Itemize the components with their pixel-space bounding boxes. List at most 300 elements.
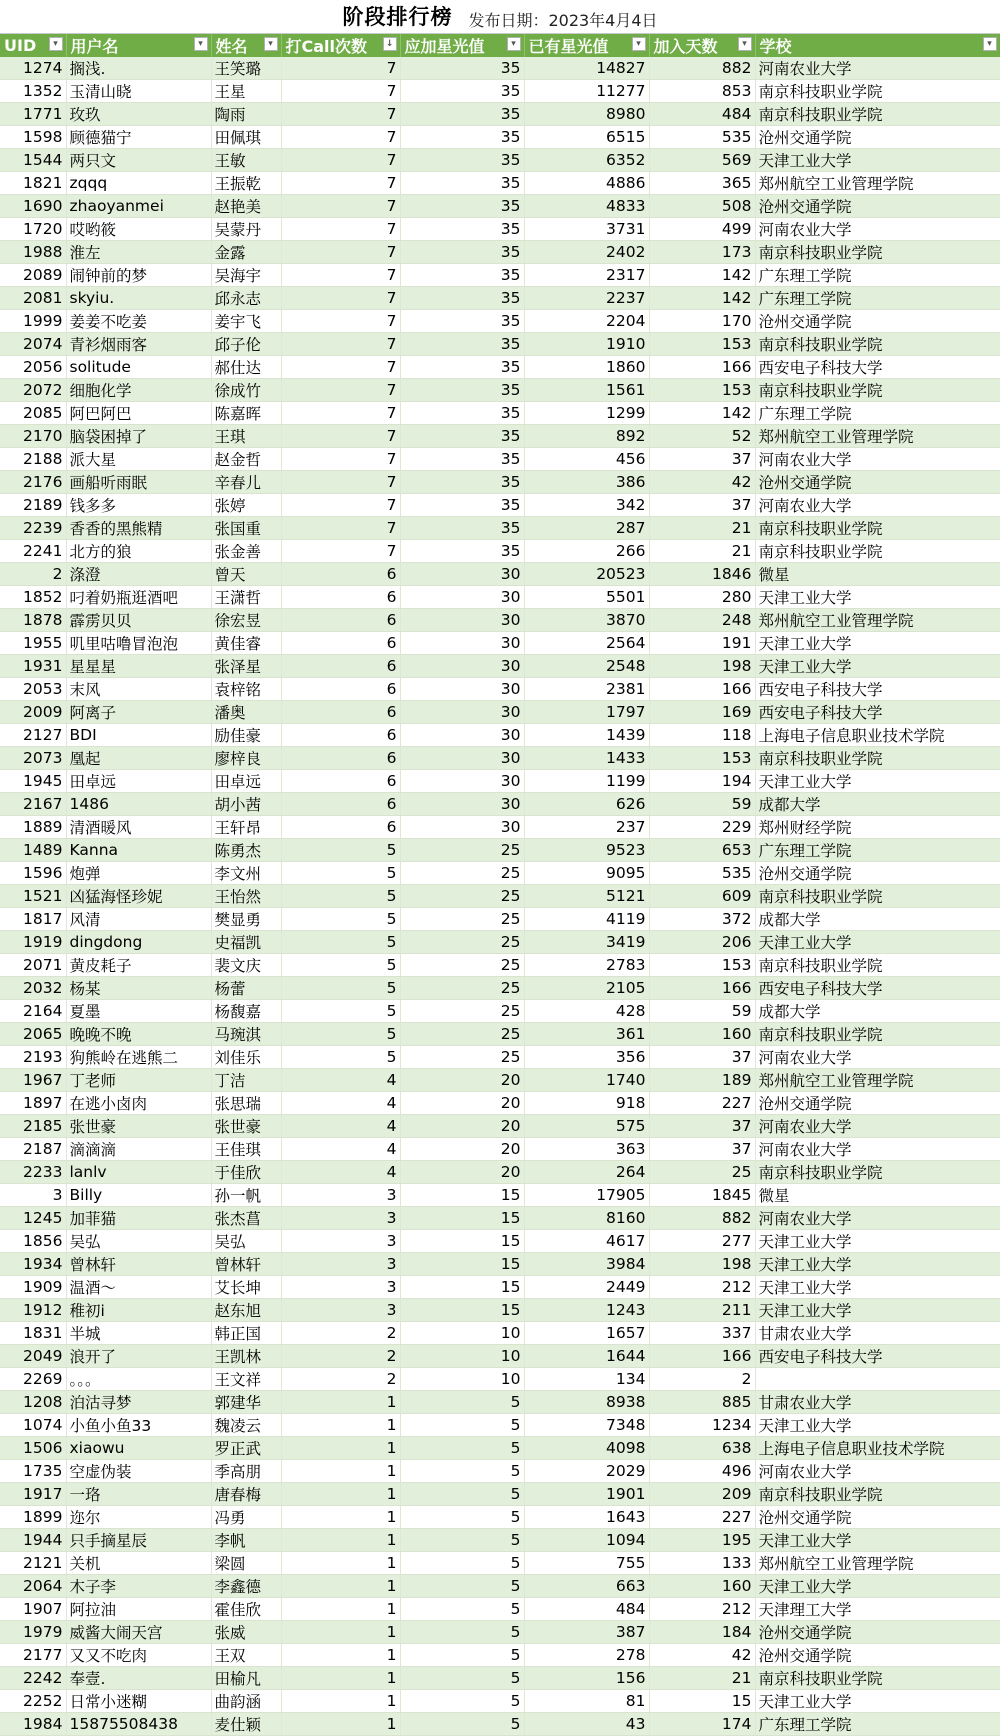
cell-call-count[interactable]: 1 [281,1552,400,1575]
cell-school[interactable]: 郑州财经学院 [755,816,1000,839]
cell-school[interactable]: 南京科技职业学院 [755,517,1000,540]
cell-points-to-add[interactable]: 5 [400,1598,524,1621]
cell-call-count[interactable]: 5 [281,862,400,885]
cell-points-to-add[interactable]: 20 [400,1161,524,1184]
cell-name[interactable]: 廖梓良 [211,747,281,770]
cell-school[interactable]: 沧州交通学院 [755,471,1000,494]
cell-name[interactable]: 王潇哲 [211,586,281,609]
cell-uid[interactable]: 2085 [0,402,66,425]
cell-username[interactable]: 涤澄 [66,563,211,586]
cell-name[interactable]: 季高朋 [211,1460,281,1483]
cell-uid[interactable]: 2239 [0,517,66,540]
cell-points-owned[interactable]: 4886 [524,172,649,195]
table-row[interactable] [0,149,1000,172]
cell-uid[interactable]: 1878 [0,609,66,632]
cell-call-count[interactable]: 1 [281,1621,400,1644]
cell-username[interactable]: BDI [66,724,211,747]
cell-days-joined[interactable]: 212 [649,1276,755,1299]
cell-days-joined[interactable]: 166 [649,356,755,379]
cell-username[interactable]: xiaowu [66,1437,211,1460]
cell-username[interactable]: 风清 [66,908,211,931]
cell-points-owned[interactable]: 4617 [524,1230,649,1253]
cell-call-count[interactable]: 7 [281,103,400,126]
cell-days-joined[interactable]: 174 [649,1713,755,1736]
cell-uid[interactable]: 2049 [0,1345,66,1368]
cell-school[interactable]: 西安电子科技大学 [755,678,1000,701]
cell-name[interactable]: 吴弘 [211,1230,281,1253]
cell-call-count[interactable]: 7 [281,264,400,287]
cell-call-count[interactable]: 7 [281,448,400,471]
cell-days-joined[interactable]: 372 [649,908,755,931]
table-row[interactable] [0,172,1000,195]
cell-name[interactable]: 陶雨 [211,103,281,126]
cell-name[interactable]: 梁圆 [211,1552,281,1575]
cell-name[interactable]: 张威 [211,1621,281,1644]
cell-call-count[interactable]: 3 [281,1253,400,1276]
cell-days-joined[interactable]: 59 [649,793,755,816]
cell-uid[interactable]: 2187 [0,1138,66,1161]
cell-points-owned[interactable]: 1094 [524,1529,649,1552]
table-row[interactable] [0,1667,1000,1690]
cell-school[interactable]: 天津工业大学 [755,1529,1000,1552]
cell-username[interactable]: 阿拉油 [66,1598,211,1621]
cell-call-count[interactable]: 7 [281,287,400,310]
cell-uid[interactable]: 2176 [0,471,66,494]
cell-days-joined[interactable]: 209 [649,1483,755,1506]
table-row[interactable] [0,1345,1000,1368]
cell-username[interactable]: 凰起 [66,747,211,770]
cell-username[interactable]: 浪开了 [66,1345,211,1368]
cell-username[interactable]: dingdong [66,931,211,954]
cell-username[interactable]: solitude [66,356,211,379]
table-row[interactable] [0,1483,1000,1506]
cell-points-owned[interactable]: 2564 [524,632,649,655]
cell-points-owned[interactable]: 1299 [524,402,649,425]
table-row[interactable] [0,1644,1000,1667]
table-row[interactable] [0,80,1000,103]
cell-points-owned[interactable]: 1243 [524,1299,649,1322]
cell-points-to-add[interactable]: 5 [400,1690,524,1713]
cell-name[interactable]: 张婷 [211,494,281,517]
cell-points-owned[interactable]: 1439 [524,724,649,747]
cell-days-joined[interactable]: 1234 [649,1414,755,1437]
cell-points-owned[interactable]: 2381 [524,678,649,701]
cell-points-owned[interactable]: 43 [524,1713,649,1736]
cell-call-count[interactable]: 7 [281,517,400,540]
table-row[interactable] [0,609,1000,632]
cell-uid[interactable]: 2193 [0,1046,66,1069]
cell-school[interactable]: 天津工业大学 [755,1575,1000,1598]
cell-school[interactable]: 西安电子科技大学 [755,977,1000,1000]
cell-name[interactable]: 樊显勇 [211,908,281,931]
cell-username[interactable]: 姜姜不吃姜 [66,310,211,333]
cell-call-count[interactable]: 5 [281,954,400,977]
cell-points-to-add[interactable]: 25 [400,977,524,1000]
table-row[interactable] [0,563,1000,586]
cell-days-joined[interactable]: 211 [649,1299,755,1322]
cell-uid[interactable]: 1931 [0,655,66,678]
cell-name[interactable]: 金露 [211,241,281,264]
cell-days-joined[interactable]: 206 [649,931,755,954]
cell-points-to-add[interactable]: 25 [400,1023,524,1046]
table-row[interactable] [0,402,1000,425]
cell-points-to-add[interactable]: 35 [400,333,524,356]
cell-name[interactable]: 吴海宇 [211,264,281,287]
cell-days-joined[interactable]: 280 [649,586,755,609]
cell-call-count[interactable]: 5 [281,977,400,1000]
table-row[interactable] [0,1207,1000,1230]
cell-name[interactable]: 张泽星 [211,655,281,678]
cell-days-joined[interactable]: 212 [649,1598,755,1621]
cell-points-to-add[interactable]: 25 [400,908,524,931]
cell-school[interactable]: 西安电子科技大学 [755,356,1000,379]
cell-points-to-add[interactable]: 10 [400,1345,524,1368]
cell-name[interactable]: 王笑璐 [211,57,281,80]
cell-name[interactable]: 郭建华 [211,1391,281,1414]
cell-name[interactable]: 张金善 [211,540,281,563]
table-row[interactable] [0,747,1000,770]
cell-name[interactable]: 吴蒙丹 [211,218,281,241]
table-row[interactable] [0,1575,1000,1598]
cell-days-joined[interactable]: 653 [649,839,755,862]
table-row[interactable] [0,1184,1000,1207]
cell-username[interactable]: 脑袋困掉了 [66,425,211,448]
cell-username[interactable]: 加菲猫 [66,1207,211,1230]
cell-name[interactable]: 王轩昂 [211,816,281,839]
cell-uid[interactable]: 2053 [0,678,66,701]
cell-days-joined[interactable]: 535 [649,862,755,885]
cell-points-owned[interactable]: 8160 [524,1207,649,1230]
column-header-call-count[interactable] [281,34,400,57]
cell-points-owned[interactable]: 484 [524,1598,649,1621]
cell-points-owned[interactable]: 1561 [524,379,649,402]
cell-call-count[interactable]: 5 [281,931,400,954]
cell-uid[interactable]: 2 [0,563,66,586]
cell-call-count[interactable]: 3 [281,1276,400,1299]
cell-call-count[interactable]: 1 [281,1667,400,1690]
cell-name[interactable]: 霍佳欣 [211,1598,281,1621]
cell-call-count[interactable]: 7 [281,540,400,563]
cell-uid[interactable]: 1979 [0,1621,66,1644]
cell-call-count[interactable]: 7 [281,356,400,379]
cell-uid[interactable]: 1955 [0,632,66,655]
table-row[interactable] [0,379,1000,402]
table-row[interactable] [0,1368,1000,1391]
cell-call-count[interactable]: 7 [281,241,400,264]
cell-school[interactable]: 沧州交通学院 [755,126,1000,149]
cell-call-count[interactable]: 7 [281,333,400,356]
cell-points-to-add[interactable]: 25 [400,1046,524,1069]
cell-days-joined[interactable]: 198 [649,1253,755,1276]
cell-call-count[interactable]: 3 [281,1299,400,1322]
cell-school[interactable]: 南京科技职业学院 [755,747,1000,770]
cell-points-to-add[interactable]: 35 [400,517,524,540]
cell-points-owned[interactable]: 278 [524,1644,649,1667]
cell-school[interactable]: 南京科技职业学院 [755,540,1000,563]
cell-call-count[interactable]: 5 [281,1000,400,1023]
cell-school[interactable]: 沧州交通学院 [755,1644,1000,1667]
cell-name[interactable]: 励佳豪 [211,724,281,747]
cell-days-joined[interactable]: 153 [649,379,755,402]
cell-username[interactable]: 迩尔 [66,1506,211,1529]
cell-school[interactable]: 天津工业大学 [755,1690,1000,1713]
cell-name[interactable]: 邱永志 [211,287,281,310]
cell-call-count[interactable]: 7 [281,172,400,195]
cell-call-count[interactable]: 7 [281,80,400,103]
cell-points-to-add[interactable]: 30 [400,816,524,839]
cell-school[interactable] [755,1368,1000,1391]
cell-school[interactable]: 沧州交通学院 [755,1092,1000,1115]
cell-days-joined[interactable]: 194 [649,770,755,793]
cell-uid[interactable]: 2189 [0,494,66,517]
table-row[interactable] [0,1046,1000,1069]
table-row[interactable] [0,1023,1000,1046]
cell-username[interactable]: Kanna [66,839,211,862]
cell-name[interactable]: 罗正武 [211,1437,281,1460]
cell-username[interactable]: 张世豪 [66,1115,211,1138]
cell-days-joined[interactable]: 184 [649,1621,755,1644]
cell-points-owned[interactable]: 1433 [524,747,649,770]
cell-points-owned[interactable]: 4833 [524,195,649,218]
cell-days-joined[interactable]: 882 [649,1207,755,1230]
cell-name[interactable]: 王双 [211,1644,281,1667]
cell-name[interactable]: 裴文庆 [211,954,281,977]
cell-points-to-add[interactable]: 20 [400,1138,524,1161]
cell-points-owned[interactable]: 5501 [524,586,649,609]
cell-points-owned[interactable]: 266 [524,540,649,563]
cell-school[interactable]: 广东理工学院 [755,839,1000,862]
cell-name[interactable]: 李鑫德 [211,1575,281,1598]
cell-points-to-add[interactable]: 30 [400,770,524,793]
cell-points-to-add[interactable]: 35 [400,471,524,494]
filter-dropdown-icon[interactable]: ▾ [632,37,646,51]
cell-name[interactable]: 王佳琪 [211,1138,281,1161]
cell-uid[interactable]: 1934 [0,1253,66,1276]
cell-school[interactable]: 甘肃农业大学 [755,1322,1000,1345]
cell-school[interactable]: 河南农业大学 [755,57,1000,80]
cell-uid[interactable]: 2167 [0,793,66,816]
cell-days-joined[interactable]: 166 [649,1345,755,1368]
cell-call-count[interactable]: 1 [281,1391,400,1414]
cell-school[interactable]: 河南农业大学 [755,448,1000,471]
cell-username[interactable]: 闹钟前的梦 [66,264,211,287]
cell-uid[interactable]: 1988 [0,241,66,264]
cell-uid[interactable]: 1821 [0,172,66,195]
cell-username[interactable]: 阿巴阿巴 [66,402,211,425]
cell-days-joined[interactable]: 170 [649,310,755,333]
cell-name[interactable]: 艾长坤 [211,1276,281,1299]
cell-name[interactable]: 刘佳乐 [211,1046,281,1069]
cell-points-to-add[interactable]: 5 [400,1506,524,1529]
cell-days-joined[interactable]: 160 [649,1575,755,1598]
cell-school[interactable]: 广东理工学院 [755,264,1000,287]
cell-uid[interactable]: 1245 [0,1207,66,1230]
cell-call-count[interactable]: 7 [281,149,400,172]
cell-name[interactable]: 杨蕾 [211,977,281,1000]
cell-name[interactable]: 陈嘉晖 [211,402,281,425]
cell-uid[interactable]: 1944 [0,1529,66,1552]
cell-uid[interactable]: 2164 [0,1000,66,1023]
cell-points-to-add[interactable]: 35 [400,287,524,310]
cell-points-owned[interactable]: 2105 [524,977,649,1000]
cell-days-joined[interactable]: 59 [649,1000,755,1023]
cell-username[interactable]: 曾林轩 [66,1253,211,1276]
cell-points-to-add[interactable]: 35 [400,425,524,448]
cell-call-count[interactable]: 7 [281,126,400,149]
cell-points-to-add[interactable]: 30 [400,678,524,701]
cell-points-owned[interactable]: 134 [524,1368,649,1391]
cell-username[interactable]: 叽里咕噜冒泡泡 [66,632,211,655]
table-row[interactable] [0,724,1000,747]
cell-points-owned[interactable]: 918 [524,1092,649,1115]
cell-call-count[interactable]: 5 [281,1023,400,1046]
cell-name[interactable]: 赵金哲 [211,448,281,471]
cell-username[interactable]: 两只文 [66,149,211,172]
cell-call-count[interactable]: 7 [281,402,400,425]
cell-days-joined[interactable]: 229 [649,816,755,839]
cell-uid[interactable]: 1852 [0,586,66,609]
cell-uid[interactable]: 1919 [0,931,66,954]
cell-name[interactable]: 张世豪 [211,1115,281,1138]
cell-school[interactable]: 河南农业大学 [755,1138,1000,1161]
table-row[interactable] [0,1552,1000,1575]
cell-uid[interactable]: 1544 [0,149,66,172]
cell-call-count[interactable]: 7 [281,310,400,333]
cell-username[interactable]: 奉壹. [66,1667,211,1690]
table-row[interactable] [0,264,1000,287]
cell-uid[interactable]: 1945 [0,770,66,793]
cell-points-owned[interactable]: 3419 [524,931,649,954]
cell-days-joined[interactable]: 189 [649,1069,755,1092]
cell-points-owned[interactable]: 287 [524,517,649,540]
table-row[interactable] [0,356,1000,379]
cell-username[interactable]: 小鱼小鱼33 [66,1414,211,1437]
cell-school[interactable]: 南京科技职业学院 [755,379,1000,402]
cell-uid[interactable]: 2188 [0,448,66,471]
table-row[interactable] [0,1138,1000,1161]
cell-name[interactable]: 王凯林 [211,1345,281,1368]
table-row[interactable] [0,1690,1000,1713]
cell-points-owned[interactable]: 2783 [524,954,649,977]
cell-school[interactable]: 河南农业大学 [755,218,1000,241]
cell-username[interactable]: 又又不吃肉 [66,1644,211,1667]
cell-name[interactable]: 张思瑞 [211,1092,281,1115]
cell-school[interactable]: 天津工业大学 [755,655,1000,678]
filter-dropdown-icon[interactable]: ▾ [49,37,63,51]
cell-points-owned[interactable]: 8938 [524,1391,649,1414]
cell-points-owned[interactable]: 363 [524,1138,649,1161]
cell-school[interactable]: 上海电子信息职业技术学院 [755,1437,1000,1460]
cell-points-to-add[interactable]: 15 [400,1276,524,1299]
cell-uid[interactable]: 1889 [0,816,66,839]
cell-username[interactable]: 杨某 [66,977,211,1000]
cell-days-joined[interactable]: 2 [649,1368,755,1391]
cell-call-count[interactable]: 7 [281,195,400,218]
cell-call-count[interactable]: 1 [281,1414,400,1437]
cell-username[interactable]: 晚晚不晚 [66,1023,211,1046]
cell-days-joined[interactable]: 15 [649,1690,755,1713]
cell-username[interactable]: 北方的狼 [66,540,211,563]
cell-call-count[interactable]: 7 [281,494,400,517]
cell-uid[interactable]: 2242 [0,1667,66,1690]
cell-username[interactable]: 叼着奶瓶逛酒吧 [66,586,211,609]
cell-days-joined[interactable]: 52 [649,425,755,448]
cell-uid[interactable]: 1817 [0,908,66,931]
cell-uid[interactable]: 1598 [0,126,66,149]
cell-points-to-add[interactable]: 35 [400,103,524,126]
cell-days-joined[interactable]: 153 [649,747,755,770]
cell-points-to-add[interactable]: 5 [400,1621,524,1644]
cell-points-owned[interactable]: 6515 [524,126,649,149]
cell-school[interactable]: 南京科技职业学院 [755,1023,1000,1046]
cell-call-count[interactable]: 6 [281,701,400,724]
cell-days-joined[interactable]: 508 [649,195,755,218]
cell-days-joined[interactable]: 882 [649,57,755,80]
cell-points-owned[interactable]: 626 [524,793,649,816]
cell-points-owned[interactable]: 8980 [524,103,649,126]
cell-call-count[interactable]: 3 [281,1230,400,1253]
filter-dropdown-icon[interactable]: ▾ [983,37,997,51]
cell-name[interactable]: 邱子伦 [211,333,281,356]
cell-username[interactable]: 丁老师 [66,1069,211,1092]
column-header-uid[interactable] [0,34,66,57]
cell-days-joined[interactable]: 160 [649,1023,755,1046]
cell-name[interactable]: 曾林轩 [211,1253,281,1276]
cell-points-owned[interactable]: 9095 [524,862,649,885]
table-row[interactable] [0,1529,1000,1552]
cell-uid[interactable]: 2056 [0,356,66,379]
cell-days-joined[interactable]: 853 [649,80,755,103]
table-row[interactable] [0,517,1000,540]
cell-name[interactable]: 郝仕达 [211,356,281,379]
cell-uid[interactable]: 1596 [0,862,66,885]
cell-points-to-add[interactable]: 35 [400,172,524,195]
cell-points-to-add[interactable]: 30 [400,724,524,747]
cell-call-count[interactable]: 6 [281,678,400,701]
cell-days-joined[interactable]: 198 [649,655,755,678]
cell-days-joined[interactable]: 277 [649,1230,755,1253]
cell-days-joined[interactable]: 1846 [649,563,755,586]
cell-points-owned[interactable]: 1657 [524,1322,649,1345]
cell-name[interactable]: 黄佳睿 [211,632,281,655]
cell-points-owned[interactable]: 6352 [524,149,649,172]
table-row[interactable] [0,1322,1000,1345]
cell-name[interactable]: 姜宇飞 [211,310,281,333]
cell-uid[interactable]: 2185 [0,1115,66,1138]
cell-name[interactable]: 胡小茜 [211,793,281,816]
cell-uid[interactable]: 2071 [0,954,66,977]
cell-points-owned[interactable]: 356 [524,1046,649,1069]
cell-uid[interactable]: 1489 [0,839,66,862]
cell-school[interactable]: 南京科技职业学院 [755,885,1000,908]
cell-call-count[interactable]: 1 [281,1529,400,1552]
cell-username[interactable]: 钱多多 [66,494,211,517]
cell-points-to-add[interactable]: 35 [400,356,524,379]
cell-username[interactable]: 稚初i [66,1299,211,1322]
cell-call-count[interactable]: 3 [281,1184,400,1207]
cell-days-joined[interactable]: 37 [649,448,755,471]
cell-days-joined[interactable]: 227 [649,1506,755,1529]
cell-school[interactable]: 郑州航空工业管理学院 [755,425,1000,448]
table-row[interactable] [0,448,1000,471]
cell-school[interactable]: 天津工业大学 [755,1299,1000,1322]
cell-points-to-add[interactable]: 30 [400,563,524,586]
cell-uid[interactable]: 1720 [0,218,66,241]
table-row[interactable] [0,425,1000,448]
cell-points-owned[interactable]: 9523 [524,839,649,862]
cell-days-joined[interactable]: 37 [649,1046,755,1069]
table-row[interactable] [0,954,1000,977]
